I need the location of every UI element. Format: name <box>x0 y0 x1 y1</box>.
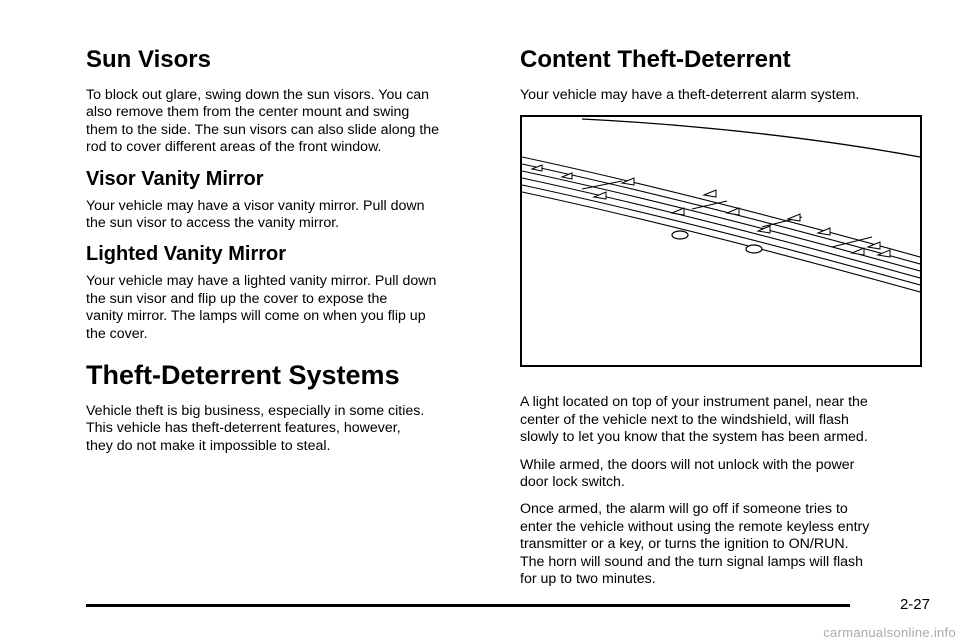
sun-visors-heading: Sun Visors <box>86 46 211 73</box>
content-theft-deterrent-heading: Content Theft-Deterrent <box>520 46 791 73</box>
content-theft-deterrent-paragraph-3: Once armed, the alarm will go off if someone tries to enter the vehicle without using the remote keyless entry transmitter or a key, or turns the ignition to ON/RUN. The horn will sound and the turn signal lamps will flash for up to two minutes. <box>520 501 870 588</box>
theft-deterrent-systems-heading: Theft-Deterrent Systems <box>86 360 400 391</box>
windshield-edge-line <box>582 119 920 157</box>
light-sensor <box>746 245 762 253</box>
sun-visors-body: To block out glare, swing down the sun visors. You can also remove them from the center mount and swing them to the side. The sun visors can also slide along the rod to cover different areas of the front window. <box>86 87 440 156</box>
right-column <box>520 40 925 598</box>
dashboard-drawing <box>522 117 920 365</box>
content-theft-deterrent-paragraph-1: A light located on top of your instrument panel, near the center of the vehicle next to the windshield, will flash slowly to let you know that the system has been armed. <box>520 394 868 446</box>
visor-vanity-mirror-heading: Visor Vanity Mirror <box>86 167 264 190</box>
theft-deterrent-systems-body: Vehicle theft is big business, especially in some cities. This vehicle has theft-deterrent features, however, they do not make it impossible to steal. <box>86 403 425 454</box>
vent-slat-tabs <box>532 165 890 257</box>
page-number: 2-27 <box>899 596 930 613</box>
instrument-panel-illustration <box>520 115 922 367</box>
security-indicator-light <box>672 231 688 239</box>
defroster-vent <box>522 157 920 292</box>
content-theft-deterrent-paragraph-2: While armed, the doors will not unlock with the power door lock switch. <box>520 456 855 491</box>
footer-rule <box>86 604 850 607</box>
left-column <box>86 40 494 465</box>
content-theft-deterrent-intro: Your vehicle may have a theft-deterrent alarm system. <box>520 87 860 103</box>
visor-vanity-mirror-body: Your vehicle may have a visor vanity mirror. Pull down the sun visor to access the vanity mirror. <box>86 197 425 232</box>
lighted-vanity-mirror-body: Your vehicle may have a lighted vanity mirror. Pull down the sun visor and flip up the cover to expose the vanity mirror. The lamps will come on when you flip up the cover. <box>86 273 437 342</box>
watermark: carmanualsonline.info <box>823 625 956 640</box>
lighted-vanity-mirror-heading: Lighted Vanity Mirror <box>86 243 287 266</box>
